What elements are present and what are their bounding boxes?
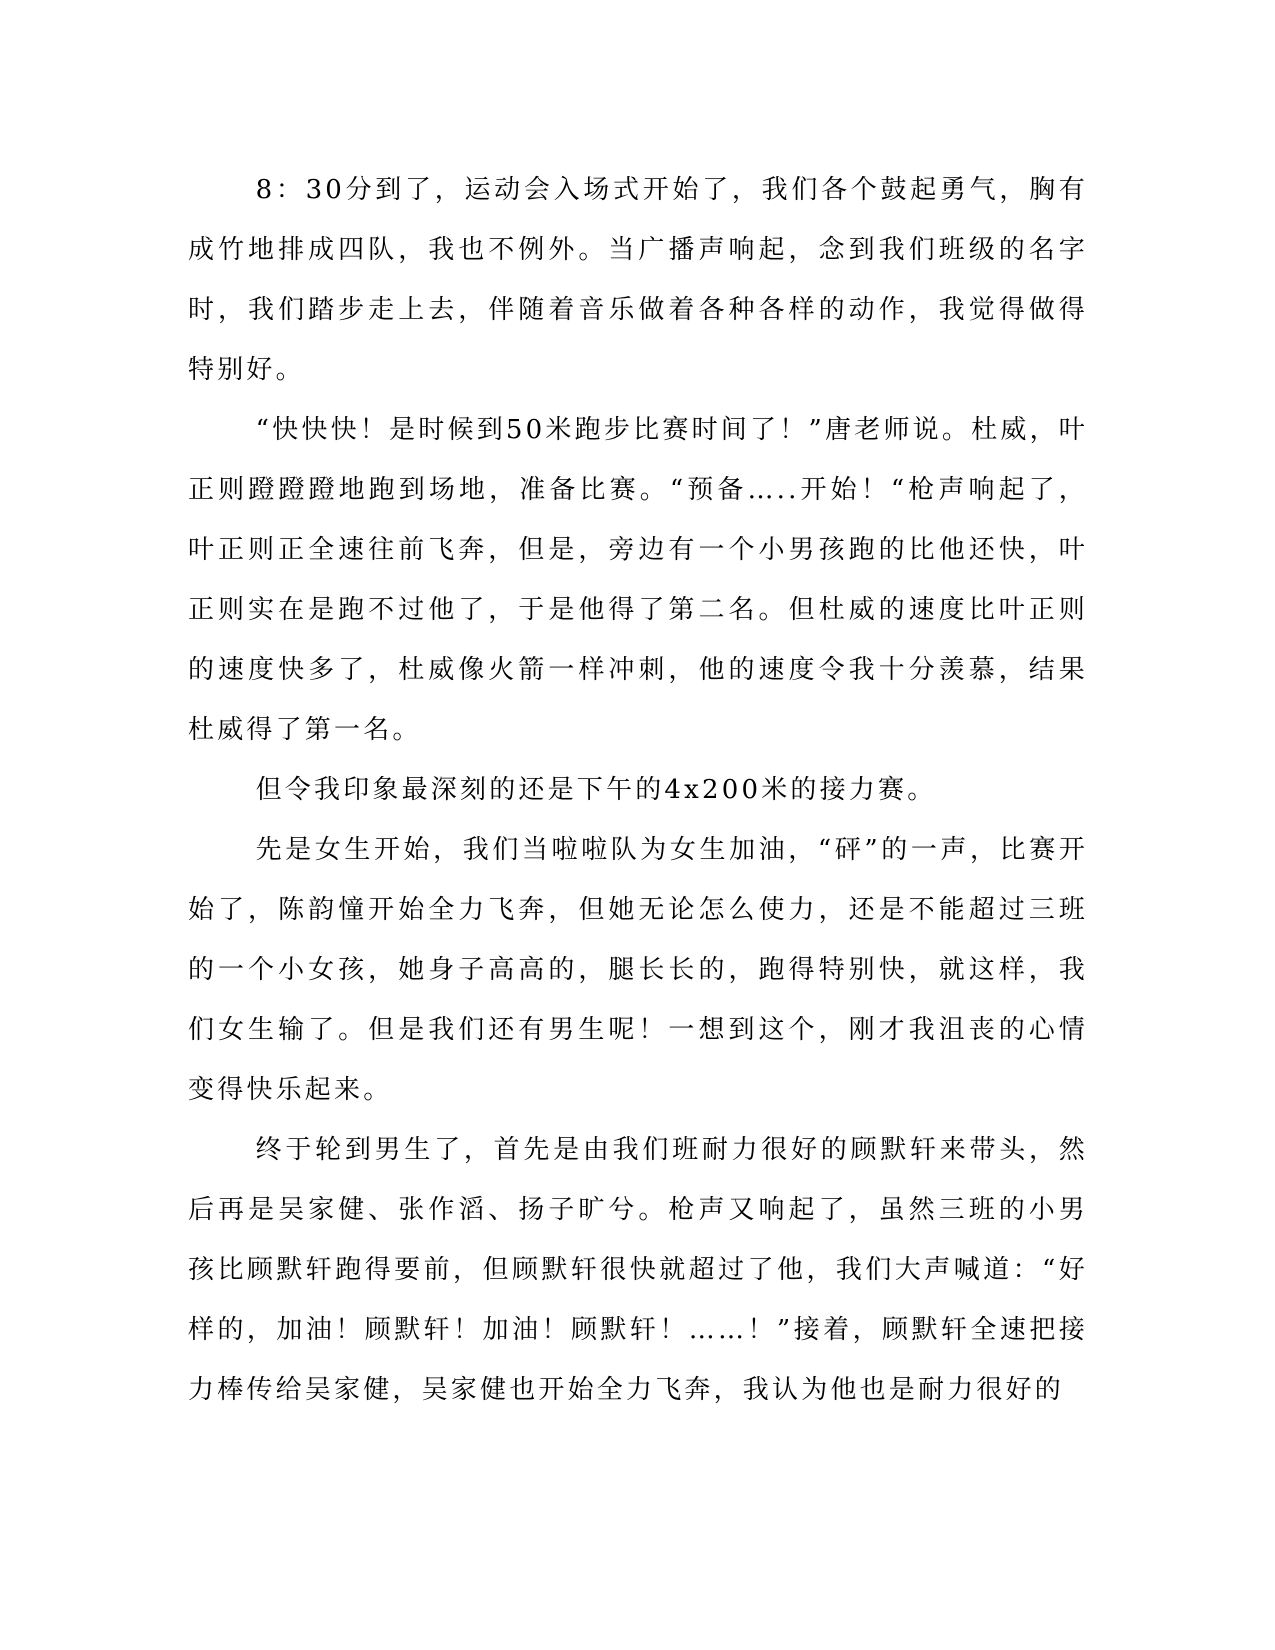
- paragraph-50m-race: “快快快！是时候到50米跑步比赛时间了！”唐老师说。杜威，叶正则蹬蹬蹬地跑到场地，准备比赛。“预备…..开始！“枪声响起了，叶正则正全速往前飞奔，但是，旁边有一个小男孩跑的比他还快，叶正则实在是跑不过他了，于是他得了第二名。但杜威的速度比叶正则的速度快多了，杜威像火箭一样冲刺，他的速度令我十分羡慕，结果杜威得了第一名。: [188, 415, 1088, 745]
- paragraph-girls-relay: 先是女生开始，我们当啦啦队为女生加油，“砰”的一声，比赛开始了，陈韵憧开始全力飞奔，但她无论怎么使力，还是不能超过三班的一个小女孩，她身子高高的，腿长长的，跑得特别快，就这样，我们女生输了。但是我们还有男生呢！一想到这个，刚才我沮丧的心情变得快乐起来。: [188, 835, 1088, 1105]
- paragraph-relay-intro: 但令我印象最深刻的还是下午的4x200米的接力赛。: [255, 775, 937, 805]
- paragraph-boys-relay: 终于轮到男生了，首先是由我们班耐力很好的顾默轩来带头，然后再是吴家健、张作滔、扬子旷兮。枪声又响起了，虽然三班的小男孩比顾默轩跑得要前，但顾默轩很快就超过了他，我们大声喊道：“好样的，加油！顾默轩！加油！顾默轩！……！”接着，顾默轩全速把接力棒传给吴家健，吴家健也开始全力飞奔，我认为他也是耐力很好的: [188, 1135, 1088, 1405]
- document-body: [188, 160, 1088, 1420]
- paragraph-opening-ceremony: 8：30分到了，运动会入场式开始了，我们各个鼓起勇气，胸有成竹地排成四队，我也不例外。当广播声响起，念到我们班级的名字时，我们踏步走上去，伴随着音乐做着各种各样的动作，我觉得做得特别好。: [188, 175, 1088, 385]
